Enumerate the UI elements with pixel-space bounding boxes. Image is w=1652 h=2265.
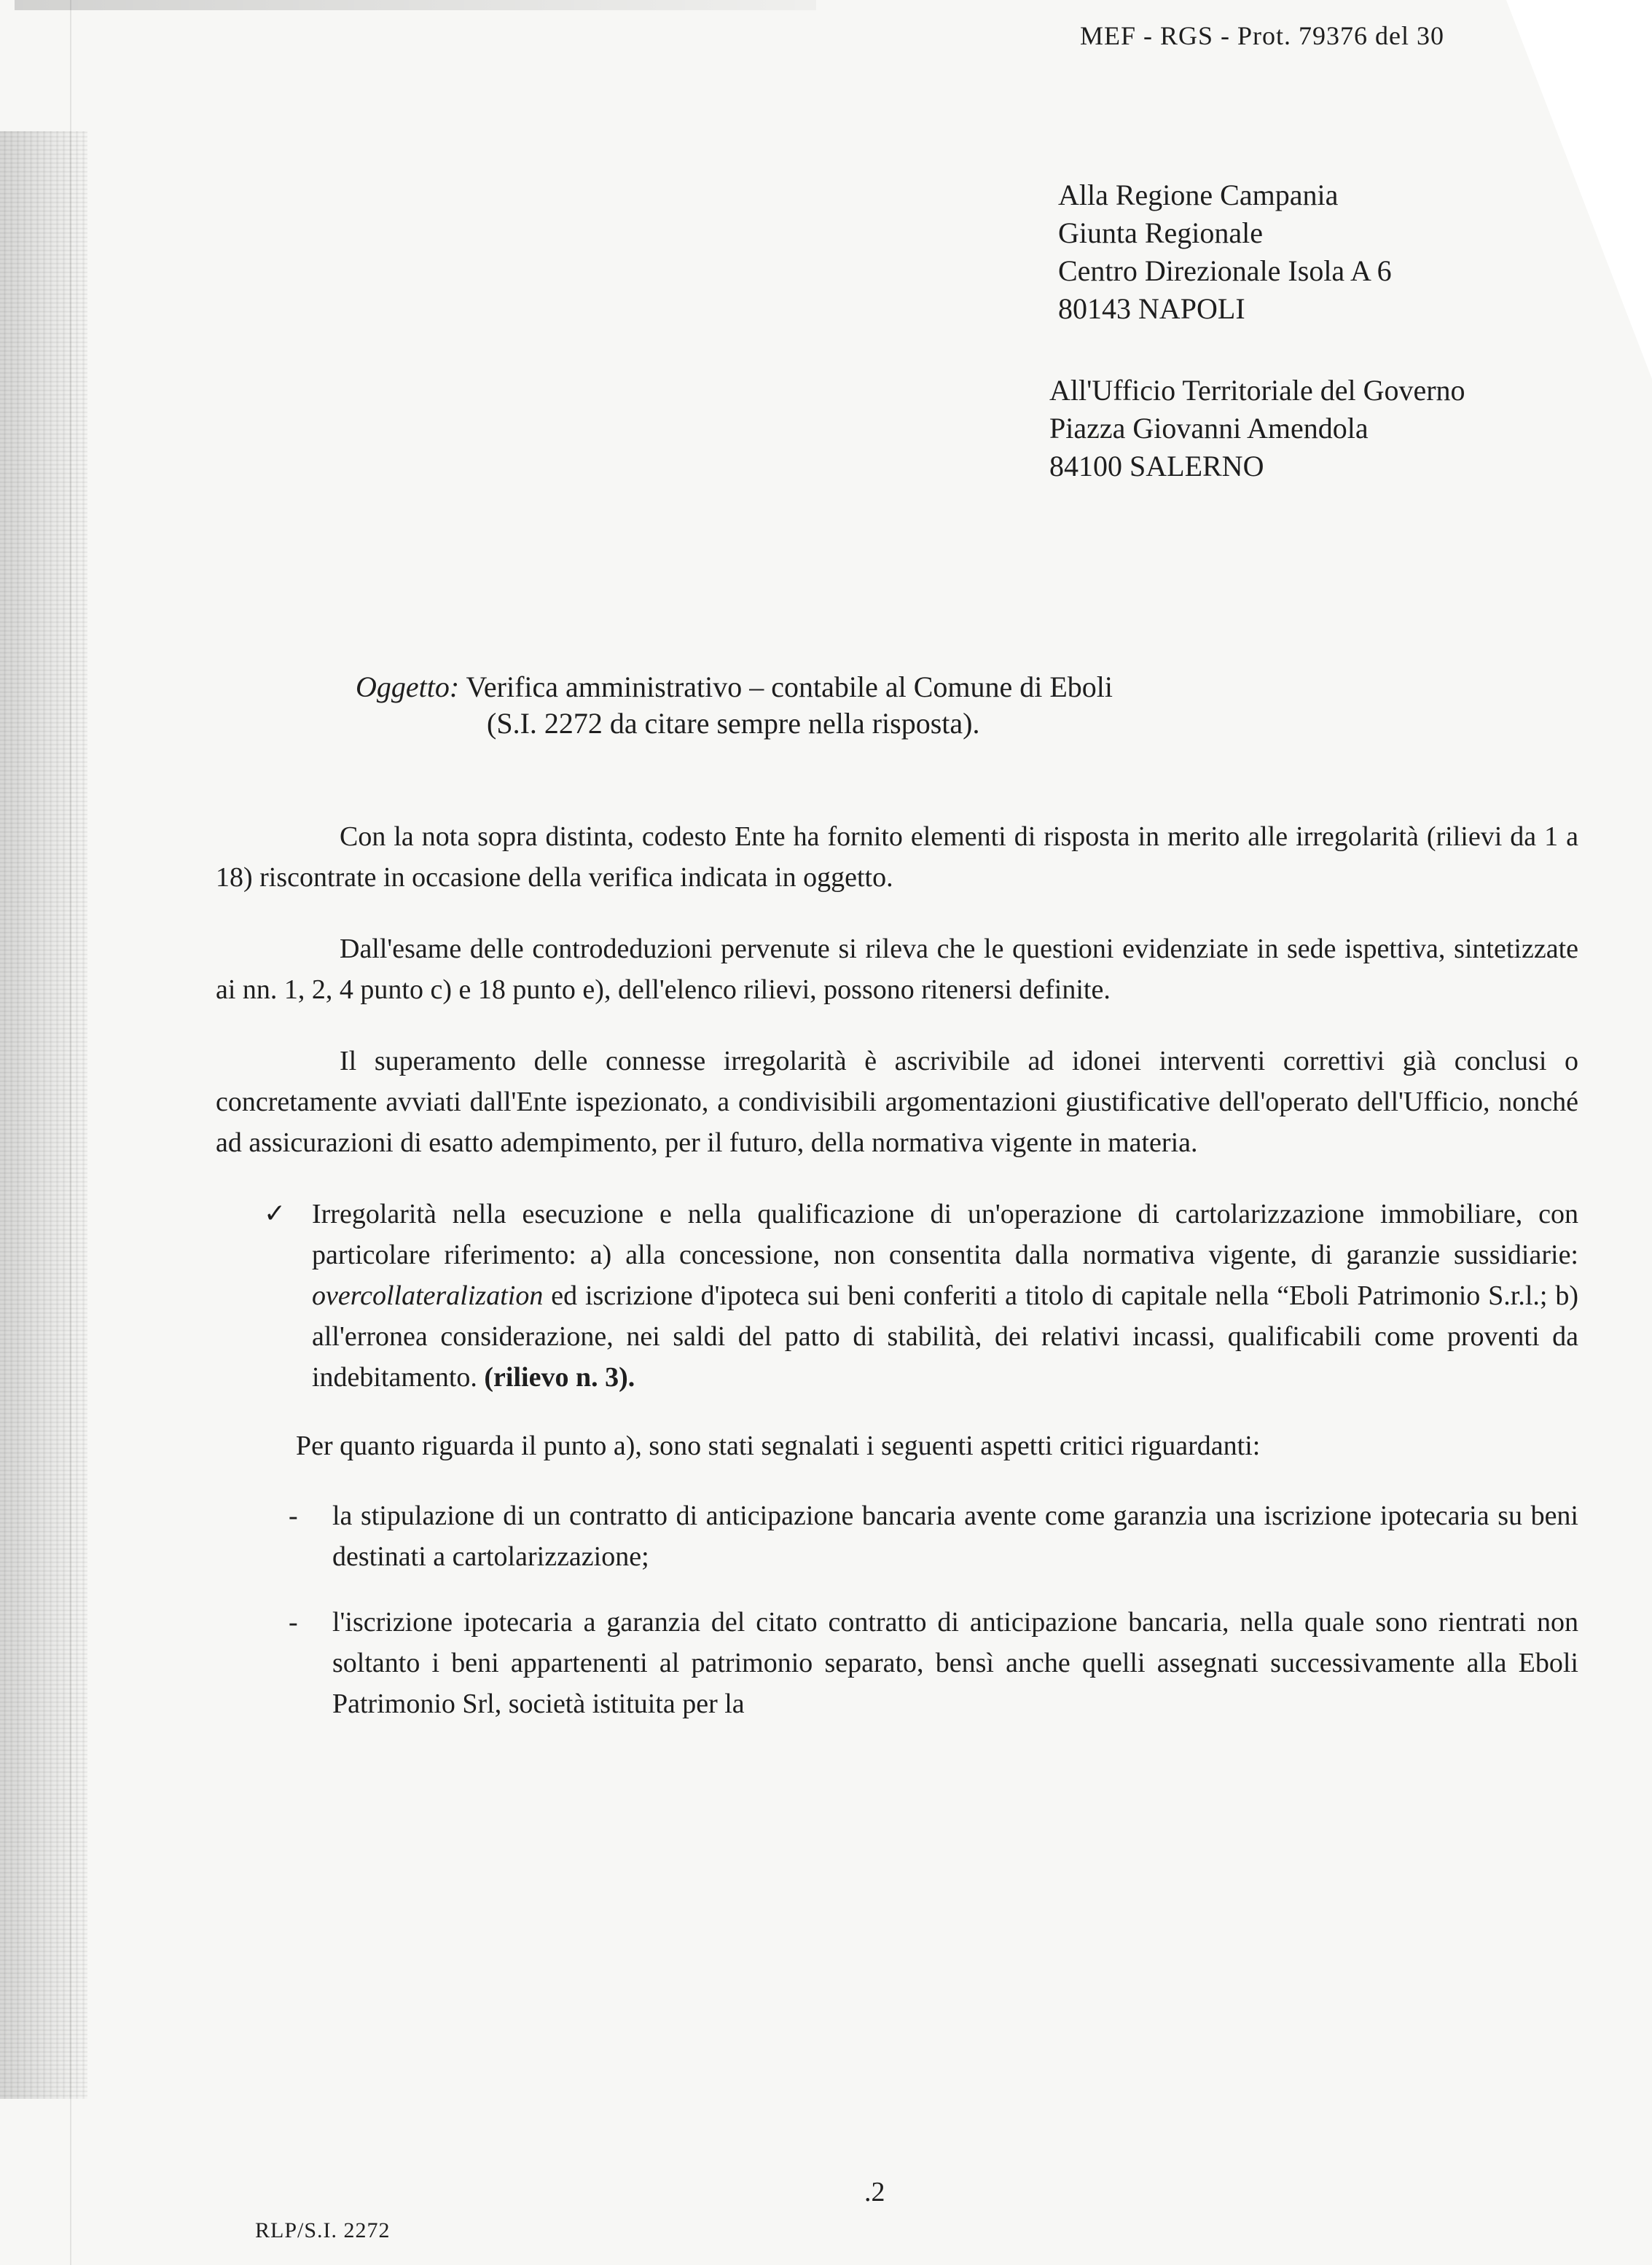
- address-line: All'Ufficio Territoriale del Governo: [1049, 374, 1465, 407]
- letter-body: [216, 816, 1578, 1749]
- subject-label: Oggetto:: [356, 670, 460, 703]
- dash-bullet: -: [289, 1501, 298, 1531]
- subject-line-1: [356, 669, 1113, 705]
- dash-item-text: la stipulazione di un contratto di anticipazione bancaria avente come garanzia una iscrizione ipotecaria su beni destinati a cartolarizzazione;: [332, 1501, 1578, 1572]
- subject-text: Verifica amministrativo – contabile al Comune di Eboli: [466, 670, 1113, 703]
- address-line: Giunta Regionale: [1058, 216, 1264, 249]
- check-item-text-a: Irregolarità nella esecuzione e nella qualificazione di un'operazione di cartolarizzazione immobiliare, con particolare riferimento: a) alla concessione, non consentita dalla normativa vigente, di garanzie sussidiarie:: [312, 1199, 1578, 1270]
- address-line: Centro Direzionale Isola A 6: [1058, 254, 1392, 287]
- check-item-text-italic: overcollateralization: [312, 1280, 544, 1311]
- footer-reference: RLP/S.I. 2272: [255, 2218, 391, 2242]
- dash-list-item: [216, 1602, 1578, 1724]
- dash-bullet: -: [289, 1607, 298, 1638]
- folded-corner: [1506, 0, 1652, 379]
- dash-list-item: [216, 1495, 1578, 1577]
- body-paragraph-3: Il superamento delle connesse irregolarità è ascrivibile ad idonei interventi correttivi già conclusi o concretamente avviati dall'Ente ispezionato, a condivisibili argomentazioni giustificative dell'operato dell'Ufficio, nonché ad assicurazioni di esatto adempimento, per il futuro, della normativa vigente in materia.: [216, 1046, 1578, 1158]
- recipient-address-prefettura: [1049, 372, 1465, 485]
- check-item-text-bold: (rilievo n. 3).: [484, 1362, 635, 1393]
- body-paragraph-4: Per quanto riguarda il punto a), sono stati segnalati i seguenti aspetti critici riguardanti:: [296, 1431, 1261, 1461]
- address-line: Alla Regione Campania: [1058, 179, 1339, 211]
- subject-line-2: (S.I. 2272 da citare sempre nella risposta).: [487, 707, 980, 740]
- dash-item-text: l'iscrizione ipotecaria a garanzia del citato contratto di anticipazione bancaria, nella quale sono rientrati non soltanto i beni appartenenti al patrimonio separato, bensì anche quelli assegnati successivamente alla Eboli Patrimonio Srl, società istituita per la: [332, 1607, 1578, 1719]
- scan-margin-line: [70, 0, 71, 2265]
- body-paragraph-1: Con la nota sopra distinta, codesto Ente ha fornito elementi di risposta in merito alle irregolarità (rilievi da 1 a 18) riscontrate in occasione della verifica indicata in oggetto.: [216, 821, 1578, 893]
- subject-block: [356, 669, 1113, 742]
- check-item-rilievo-3: [216, 1194, 1578, 1398]
- address-line: 80143 NAPOLI: [1058, 292, 1245, 325]
- address-line: 84100 SALERNO: [1049, 450, 1264, 482]
- protocol-stamp: MEF - RGS - Prot. 79376 del 30: [1080, 21, 1445, 50]
- check-item-text-b: ed iscrizione d'ipoteca sui beni conferiti a titolo di capitale nella “Eboli Patrimonio S.r.l.; b) all'erronea considerazione, nei saldi del patto di stabilità, dei relativi incassi, qualificabili come proventi da indebitamento.: [312, 1280, 1578, 1393]
- scan-top-smudge: [15, 0, 816, 10]
- body-paragraph-2: Dall'esame delle controdeduzioni pervenute si rileva che le questioni evidenziate in sede ispettiva, sintetizzate ai nn. 1, 2, 4 punto c) e 18 punto e), dell'elenco rilievi, possono ritenersi definite.: [216, 934, 1578, 1005]
- recipient-address-regione: [1058, 176, 1392, 328]
- page-number: .2: [864, 2177, 885, 2207]
- checkmark-icon: ✓: [264, 1199, 286, 1229]
- scan-left-edge-noise: [0, 131, 87, 2099]
- address-line: Piazza Giovanni Amendola: [1049, 412, 1369, 445]
